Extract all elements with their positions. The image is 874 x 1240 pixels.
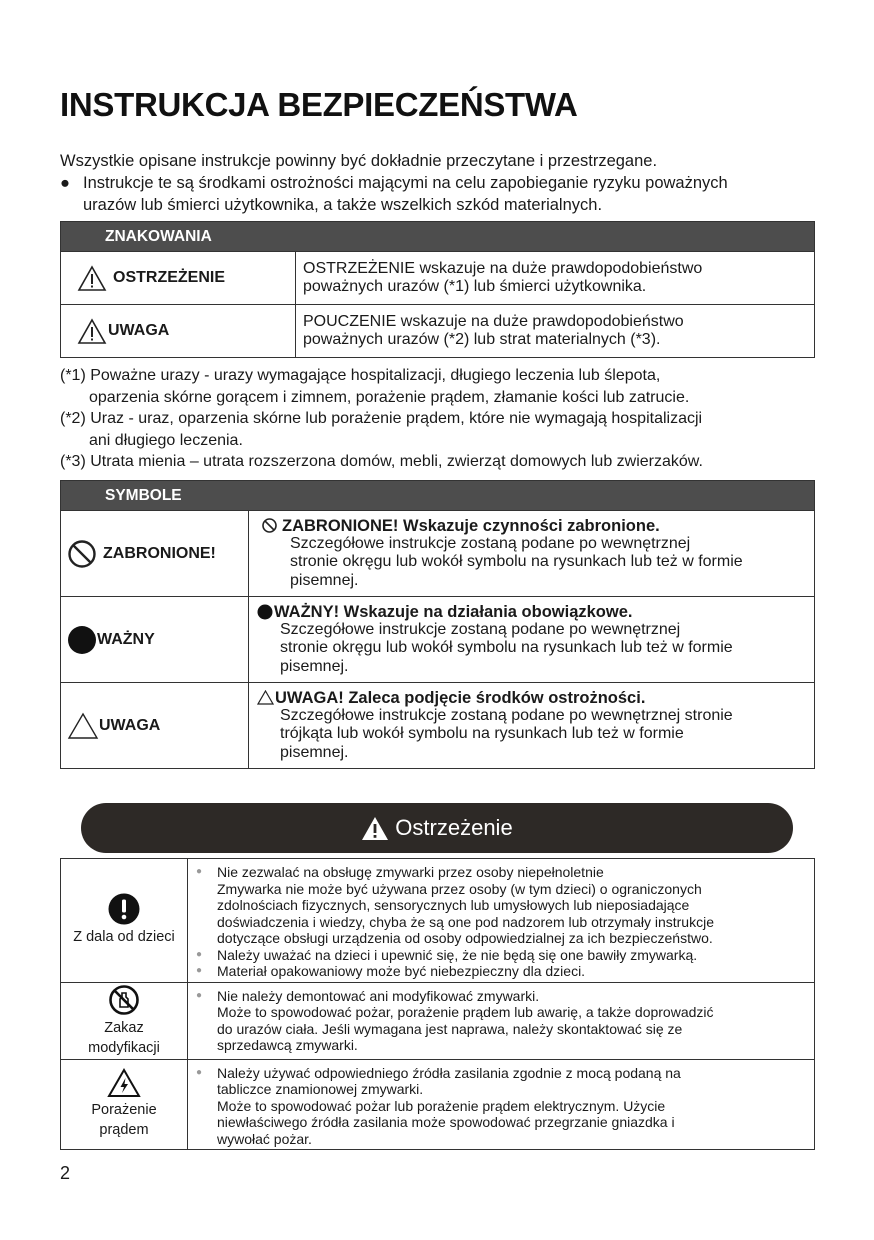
warnings-table: [60, 858, 815, 1150]
note-2: (*2) Uraz - uraz, oparzenia skórne lub porażenie prądem, które nie wymagają hospitalizacji: [60, 410, 703, 427]
warning-content-modification: [188, 982, 815, 1059]
electric-shock-icon: [107, 1068, 141, 1098]
warning-filled-icon: [361, 816, 389, 841]
note-1: (*1) Poważne urazy - urazy wymagające hospitalizacji, długiego leczenia lub ślepota,: [60, 367, 661, 384]
note-2-cont: ani długiego leczenia.: [89, 431, 243, 449]
exclamation-circle-icon: [108, 893, 140, 925]
intro-bullet: [60, 172, 820, 216]
symbol-desc-prohibited: ZABRONIONE! Wskazuje czynności zabronione. Szczegółowe instrukcje zostaną podane po wewnętrznej stronie okręgu lub wokół symbolu na rysunkach lub też w formie pisemnej.: [249, 511, 815, 597]
marking-desc-caution: POUCZENIE wskazuje na duże prawdopodobieństwo poważnych urazów (*2) lub strat materialnych (*3).: [296, 305, 815, 358]
mandatory-circle-icon: [67, 625, 97, 655]
page-number: 2: [60, 1163, 71, 1183]
warning-banner: Ostrzeżenie: [81, 803, 793, 853]
warning-content-children: [188, 859, 815, 983]
list-item: ● Należy uważać na dzieci i upewnić się, że nie będą się one bawiły zmywarką.: [196, 946, 698, 963]
intro-line: Wszystkie opisane instrukcje powinny być dokładnie przeczytane i przestrzegane.: [60, 152, 658, 170]
list-item: ● Należy używać odpowiedniego źródła zasilania zgodnie z mocą podaną na tabliczce znamionowej zmywarki. Może to spowodować pożar lub porażenie prądem elektrycznym. Użycie niewłaściwego źródła zasilania może spowodować przegrzanie gniazdka i wywołać pożar.: [196, 1064, 681, 1147]
marking-label-warning: OSTRZEŻENIE: [61, 252, 296, 305]
symbols-table: [60, 480, 815, 769]
note-1-cont: oparzenia skórne gorącem i zimnem, porażenie prądem, złamanie kości lub zatrucie.: [89, 388, 690, 406]
symbol-desc-mandatory: WAŻNY! Wskazuje na działania obowiązkowe. Szczegółowe instrukcje zostaną podane po wewnętrznej stronie okręgu lub wokół symbolu na rysunkach lub też w formie pisemnej.: [249, 597, 815, 683]
marking-label-caution: UWAGA: [61, 305, 296, 358]
list-item: ● Nie należy demontować ani modyfikować zmywarki. Może to spowodować pożar, porażenie prądem lub awarię, a także doprowadzić do urazów ciała. Jeśli wymagana jest naprawa, należy skontaktować się ze sprzedawcą zmywarki.: [196, 987, 714, 1053]
page-title: INSTRUKCJA BEZPIECZEŃSTWA: [60, 86, 578, 123]
warning-label-modification: Zakaz modyfikacji: [61, 982, 188, 1059]
intro-bullet-line2: urazów lub śmierci użytkownika, a także wszelkich szkód materialnych.: [83, 196, 603, 214]
mandatory-small-icon: [257, 604, 273, 620]
bullet-dot: ●: [60, 174, 70, 192]
no-disassembly-icon: [108, 984, 140, 1016]
symbol-label-mandatory: WAŻNY: [61, 597, 249, 683]
symbol-desc-caution: UWAGA! Zaleca podjęcie środków ostrożności. Szczegółowe instrukcje zostaną podane po wewnętrznej stronie trójkąta lub wokół symbolu na rysunkach lub też w formie pisemnej.: [249, 683, 815, 769]
table-row: [61, 982, 815, 1059]
warning-triangle-icon: [77, 265, 107, 292]
symbols-header: SYMBOLE: [61, 481, 815, 511]
footnotes: [60, 365, 820, 473]
prohibited-icon: [67, 539, 97, 569]
caution-triangle-icon: [77, 318, 107, 345]
caution-outline-icon: [67, 712, 99, 740]
intro: [60, 150, 820, 216]
warning-label-children: Z dala od dzieci: [61, 859, 188, 983]
table-row: [61, 1059, 815, 1150]
note-3: (*3) Utrata mienia – utrata rozszerzona domów, mebli, zwierząt domowych lub zwierzaków.: [60, 453, 703, 470]
marking-header: ZNAKOWANIA: [61, 222, 815, 252]
intro-bullet-line1: Instrukcje te są środkami ostrożności mającymi na celu zapobieganie ryzyku poważnych: [83, 174, 728, 192]
prohibited-small-icon: [261, 517, 278, 534]
table-row: [61, 859, 815, 983]
list-item: ● Materiał opakowaniowy może być niebezpieczny dla dzieci.: [196, 963, 586, 979]
warning-label-shock: Porażenie prądem: [61, 1059, 188, 1150]
symbol-label-prohibited: ZABRONIONE!: [61, 511, 249, 597]
warning-content-shock: [188, 1059, 815, 1150]
caution-small-icon: [257, 690, 274, 705]
marking-table: [60, 221, 815, 358]
marking-desc-warning: OSTRZEŻENIE wskazuje na duże prawdopodobieństwo poważnych urazów (*1) lub śmierci użytkownika.: [296, 252, 815, 305]
list-item: ● Nie zezwalać na obsługę zmywarki przez osoby niepełnoletnie Zmywarka nie może być używana przez osoby (w tym dzieci) o ograniczonych zdolnościach fizycznych, sensorycznych lub umysłowych lub nieposiadające doświadczenia i wiedzy, chyba że są one pod nadzorem lub otrzymały instrukcje dotyczące obsługi urządzenia od osoby odpowiedzialnej za ich bezpieczeństwo.: [196, 864, 714, 946]
symbol-label-caution: UWAGA: [61, 683, 249, 769]
